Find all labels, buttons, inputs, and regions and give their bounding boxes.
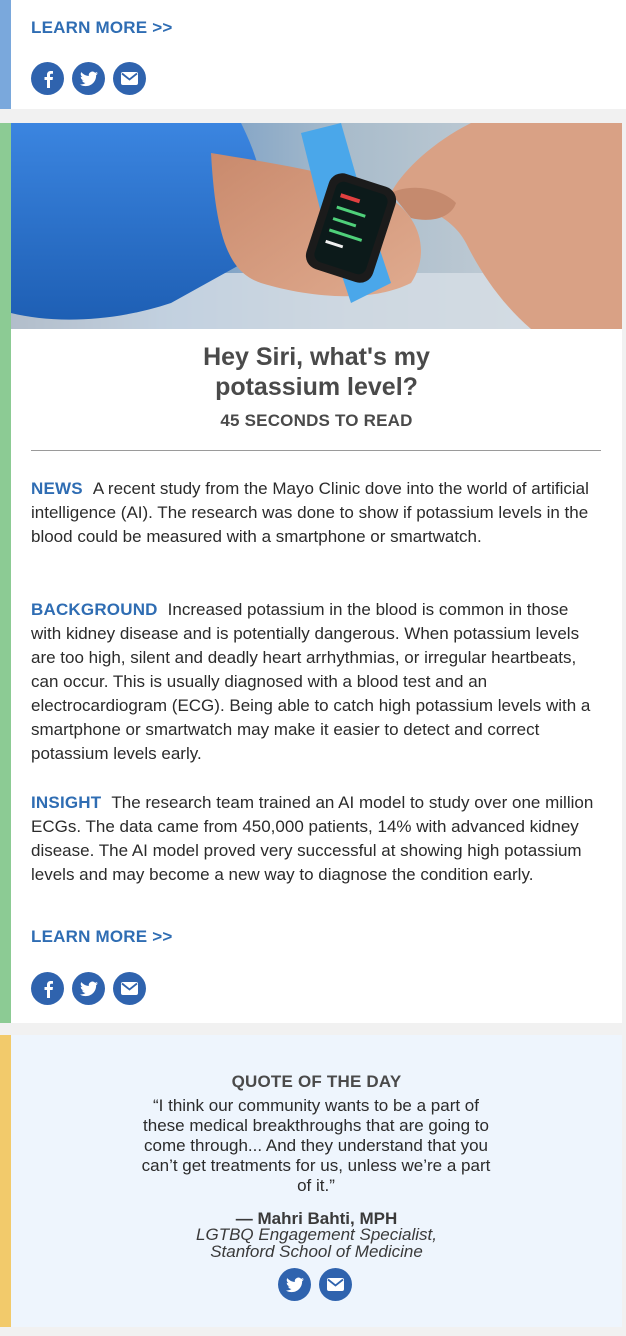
previous-article-footer bbox=[0, 0, 626, 109]
section-text: A recent study from the Mayo Clinic dove into the world of artificial intelligence (AI). The research was done to show if potassium levels in the blood could be measured with a smartphone or smartwatch. bbox=[31, 479, 589, 546]
email-icon[interactable] bbox=[319, 1268, 352, 1301]
twitter-icon[interactable] bbox=[72, 972, 105, 1005]
section-accent-bar bbox=[0, 123, 11, 1023]
email-icon[interactable] bbox=[113, 972, 146, 1005]
article-title-line: potassium level? bbox=[215, 373, 418, 401]
social-share-row bbox=[31, 972, 146, 1005]
news-paragraph bbox=[31, 477, 603, 549]
divider bbox=[31, 450, 601, 451]
quote-of-the-day-card bbox=[0, 1035, 622, 1327]
facebook-icon[interactable] bbox=[31, 972, 64, 1005]
social-share-row bbox=[31, 62, 146, 95]
quote-role-line: LGTBQ Engagement Specialist, bbox=[196, 1225, 437, 1244]
twitter-icon[interactable] bbox=[72, 62, 105, 95]
section-tag: BACKGROUND bbox=[31, 600, 158, 619]
email-icon[interactable] bbox=[113, 62, 146, 95]
section-text: Increased potassium in the blood is common in those with kidney disease and is potentially dangerous. When potassium levels are too high, silent and deadly heart arrhythmias, or irregular heartbeats, can occur. This is usually diagnosed with a blood test and an electrocardiogram (ECG). Being able to catch high potassium levels with a smartphone or smartwatch may make it easier to detect and correct potassium levels early. bbox=[31, 600, 591, 763]
quote-title: QUOTE OF THE DAY bbox=[231, 1072, 402, 1091]
article-title bbox=[11, 342, 622, 402]
section-tag: NEWS bbox=[31, 479, 83, 498]
hero-image bbox=[11, 123, 622, 329]
section-text: The research team trained an AI model to study over one million ECGs. The data came from 450,000 patients, 14% with advanced kidney disease. The AI model proved very successful at showing high potassium levels and may become a new way to diagnose the condition early. bbox=[31, 793, 594, 884]
article-title-line: Hey Siri, what's my bbox=[203, 343, 430, 371]
twitter-icon[interactable] bbox=[278, 1268, 311, 1301]
insight-paragraph bbox=[31, 791, 603, 887]
section-tag: INSIGHT bbox=[31, 793, 102, 812]
section-accent-bar bbox=[0, 0, 11, 109]
quote-role-line: Stanford School of Medicine bbox=[210, 1242, 423, 1261]
quote-author: — Mahri Bahti, MPH bbox=[235, 1209, 398, 1228]
learn-more-link[interactable]: LEARN MORE >> bbox=[31, 18, 173, 37]
background-paragraph bbox=[31, 598, 603, 766]
quote-author-role bbox=[11, 1226, 622, 1260]
read-time: 45 SECONDS TO READ bbox=[220, 411, 413, 430]
section-accent-bar bbox=[0, 1035, 11, 1327]
quote-text: “I think our community wants to be a part of these medical breakthroughs that are going to come through... And they understand that you can’t get treatments for us, unless we’re a part of it.” bbox=[141, 1096, 491, 1195]
learn-more-link[interactable]: LEARN MORE >> bbox=[31, 927, 173, 946]
article-card bbox=[0, 123, 622, 1023]
facebook-icon[interactable] bbox=[31, 62, 64, 95]
social-share-row bbox=[278, 1268, 352, 1301]
